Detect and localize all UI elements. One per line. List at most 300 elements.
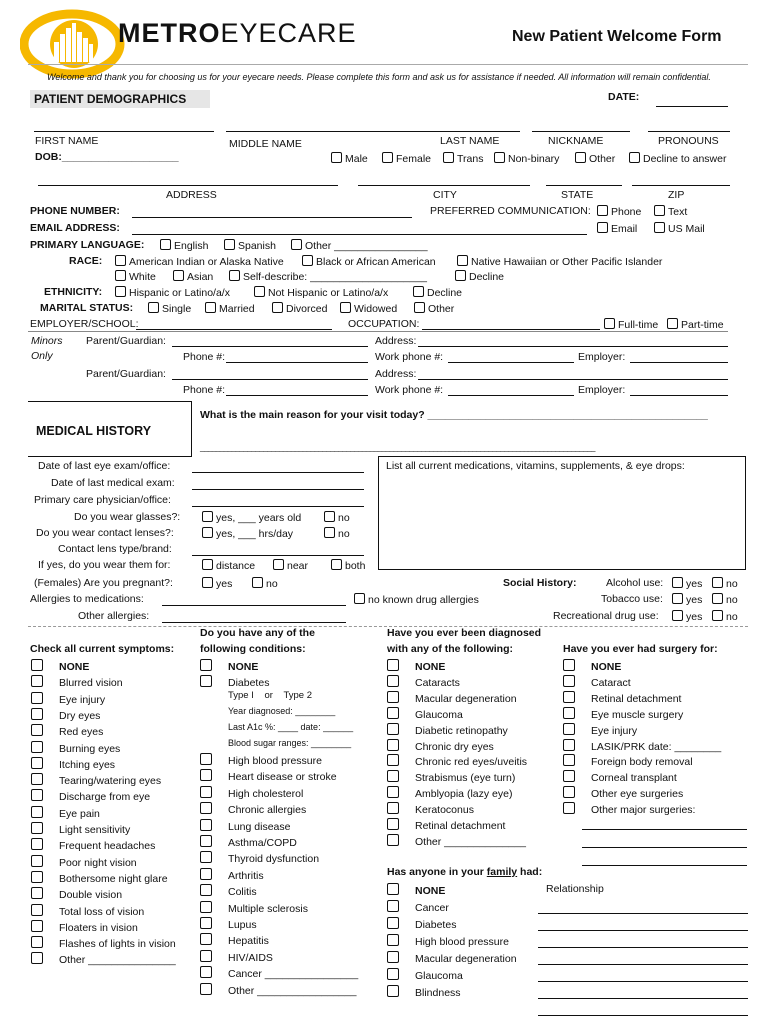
lens-brand-label: Contact lens type/brand: xyxy=(58,543,172,555)
diagnosed-keratoconus[interactable] xyxy=(387,802,474,816)
wear-near[interactable]: near xyxy=(273,559,308,572)
checkbox-icon xyxy=(387,900,399,912)
marital-single[interactable]: Single xyxy=(148,302,191,315)
diagnosed-label: Diabetic retinopathy xyxy=(415,724,508,737)
pronouns-field[interactable] xyxy=(648,131,730,132)
state-label: STATE xyxy=(561,189,594,201)
symptom-other[interactable] xyxy=(31,952,176,966)
checkbox-icon xyxy=(31,871,43,883)
condition-label: High cholesterol xyxy=(228,787,304,800)
symptom-label: Light sensitivity xyxy=(59,824,131,836)
glasses-label: Do you wear glasses?: xyxy=(74,511,181,523)
race-american-indian[interactable]: American Indian or Alaska Native xyxy=(115,255,284,268)
wear-both[interactable]: both xyxy=(331,559,365,572)
checkbox-icon xyxy=(31,952,43,964)
last-eye-exam-field[interactable] xyxy=(192,472,364,473)
tobacco-no[interactable]: no xyxy=(712,593,738,606)
last-eye-exam-label: Date of last eye exam/office: xyxy=(38,460,171,472)
family-relationship-field[interactable] xyxy=(538,913,748,914)
ethnicity-label: ETHNICITY: xyxy=(44,286,103,298)
alcohol-label: Alcohol use: xyxy=(606,577,664,589)
guardian2-address-label: Address: xyxy=(375,368,417,380)
metro-eyecare-logo xyxy=(20,8,125,80)
checkbox-icon xyxy=(457,255,468,266)
race-decline[interactable]: Decline xyxy=(455,270,504,283)
surgery-eye-muscle-surgery[interactable] xyxy=(563,707,683,721)
checkbox-icon xyxy=(229,270,240,281)
checkbox-icon xyxy=(563,802,575,814)
checkbox-icon xyxy=(387,818,399,830)
recreational-no[interactable]: no xyxy=(712,610,738,623)
city-field[interactable] xyxy=(358,185,530,186)
phone-field[interactable] xyxy=(132,217,412,218)
symptom-label: Burning eyes xyxy=(59,742,121,755)
year-diagnosed-field[interactable]: Year diagnosed: ________ xyxy=(228,706,336,716)
guardian1-work-field[interactable] xyxy=(448,362,574,363)
family-blindness[interactable] xyxy=(387,985,461,999)
condition-asthma-copd[interactable] xyxy=(200,835,297,849)
blood-sugar-field[interactable]: Blood sugar ranges: ________ xyxy=(228,738,352,748)
diagnosed-label: Glaucoma xyxy=(415,708,463,721)
checkbox-icon xyxy=(205,302,216,313)
family-label: Cancer xyxy=(415,902,449,914)
condition-high-blood-pressure[interactable] xyxy=(200,753,322,767)
a1c-field[interactable]: Last A1c %: ____ date: ______ xyxy=(228,722,354,732)
state-field[interactable] xyxy=(546,185,622,186)
checkbox-icon xyxy=(31,708,43,720)
employer-field[interactable] xyxy=(136,329,332,330)
symptom-floaters-in-vision[interactable] xyxy=(31,920,138,934)
race-native-hawaiian[interactable]: Native Hawaiian or Other Pacific Islander xyxy=(457,255,662,268)
recreational-yes[interactable]: yes xyxy=(672,610,702,623)
checkbox-icon xyxy=(31,741,43,753)
checkbox-icon xyxy=(604,318,615,329)
family-macular-degeneration[interactable] xyxy=(387,951,517,965)
checkbox-icon xyxy=(563,659,575,671)
symptom-label: Poor night vision xyxy=(59,856,137,869)
other-allergies-field[interactable] xyxy=(162,622,346,623)
other-surgery-line-2[interactable] xyxy=(582,847,747,848)
contacts-yes[interactable]: yes, ___ hrs/day xyxy=(202,527,293,540)
checkbox-icon xyxy=(563,691,575,703)
dob-field[interactable]: DOB:____________________ xyxy=(35,151,179,163)
diagnosed-strabismus-eye-turn[interactable] xyxy=(387,770,515,784)
parttime-option[interactable]: Part-time xyxy=(667,318,724,331)
diagnosed-heading-1: Have you ever been diagnosed xyxy=(387,627,542,639)
checkbox-icon xyxy=(200,884,212,896)
condition-label: Heart disease or stroke xyxy=(228,771,337,784)
other-allergies-label: Other allergies: xyxy=(78,610,150,622)
family-relationship-field[interactable] xyxy=(538,1015,748,1016)
medications-box[interactable] xyxy=(378,456,746,570)
diagnosed-retinal-detachment[interactable] xyxy=(387,818,505,832)
checkbox-icon xyxy=(494,152,505,163)
lang-other[interactable]: Other ________________ xyxy=(291,239,428,252)
phone-label: PHONE NUMBER: xyxy=(30,205,120,217)
diagnosed-label: NONE xyxy=(415,661,446,673)
condition-cancer[interactable] xyxy=(200,966,358,980)
preferred-communication-label: PREFERRED COMMUNICATION: xyxy=(430,205,591,217)
condition-lung-disease[interactable] xyxy=(200,819,290,833)
gender-trans[interactable]: Trans xyxy=(443,152,483,165)
symptom-label: Eye injury xyxy=(59,693,106,706)
checkbox-icon xyxy=(387,951,399,963)
condition-arthritis[interactable] xyxy=(200,868,264,882)
family-relationship-field[interactable] xyxy=(538,947,748,948)
visit-reason-field[interactable]: What is the main reason for your visit today? ________________________________________________ xyxy=(200,409,708,421)
family-label: Blindness xyxy=(415,987,461,999)
surgery-label: Eye muscle surgery xyxy=(591,708,684,721)
condition-label: Thyroid dysfunction xyxy=(228,853,320,866)
condition-label: Chronic allergies xyxy=(228,804,307,817)
other-surgery-line-3[interactable] xyxy=(582,865,747,866)
symptom-label: Blurred vision xyxy=(59,677,123,690)
checkbox-icon xyxy=(31,920,43,932)
diabetes-type-row: Type I or Type 2 xyxy=(228,690,312,701)
checkbox-icon xyxy=(115,255,126,266)
guardian2-phone-field[interactable] xyxy=(226,395,368,396)
lang-english[interactable]: English xyxy=(160,239,208,252)
checkbox-icon xyxy=(200,901,212,913)
checkbox-icon xyxy=(387,770,399,782)
gender-male[interactable]: Male xyxy=(331,152,368,165)
checkbox-icon xyxy=(324,511,335,522)
checkbox-icon xyxy=(224,239,235,250)
contacts-no[interactable]: no xyxy=(324,527,350,540)
symptom-label: Itching eyes xyxy=(59,758,116,771)
symptom-total-loss-of-vision[interactable] xyxy=(31,904,144,918)
checkbox-icon xyxy=(115,286,126,297)
checkbox-icon xyxy=(387,834,399,846)
family-relationship-field[interactable] xyxy=(538,930,748,931)
checkbox-icon xyxy=(200,950,212,962)
first-name-field[interactable] xyxy=(34,131,214,132)
guardian2-address-field[interactable] xyxy=(418,379,728,380)
family-diabetes[interactable] xyxy=(387,917,456,931)
condition-high-cholesterol[interactable] xyxy=(200,786,303,800)
guardian1-phone-field[interactable] xyxy=(226,362,368,363)
surgery-cataract[interactable] xyxy=(563,675,631,689)
surgery-label: LASIK/PRK date: ________ xyxy=(591,740,722,753)
pref-text[interactable]: Text xyxy=(654,205,687,218)
checkbox-icon xyxy=(654,205,665,216)
guardian2-work-field[interactable] xyxy=(448,395,574,396)
eth-not-hispanic[interactable]: Not Hispanic or Latino/a/x xyxy=(254,286,388,299)
no-known-allergies[interactable]: no known drug allergies xyxy=(354,593,479,606)
marital-divorced[interactable]: Divorced xyxy=(272,302,327,315)
minors-label: Minors xyxy=(31,335,63,347)
condition-label: Asthma/COPD xyxy=(228,837,297,849)
checkbox-icon xyxy=(252,577,263,588)
condition-label: HIV/AIDS xyxy=(228,951,273,964)
surgery-other-eye-surgeries[interactable] xyxy=(563,786,683,800)
symptom-label: Dry eyes xyxy=(59,709,101,722)
guardian1-work-label: Work phone #: xyxy=(375,351,444,363)
intro-text: Welcome and thank you for choosing us for your eyecare needs. Please complete this form and ask us for assistance if needed. All information will remain confidential. xyxy=(47,72,711,82)
condition-label: Colitis xyxy=(228,886,257,899)
condition-label: Lung disease xyxy=(228,820,291,833)
condition-colitis[interactable] xyxy=(200,884,257,898)
checkbox-icon xyxy=(455,270,466,281)
checkbox-icon xyxy=(31,789,43,801)
diagnosed-chronic-dry-eyes[interactable] xyxy=(387,739,494,753)
symptom-label: Discharge from eye xyxy=(59,791,151,804)
family-glaucoma[interactable] xyxy=(387,968,463,982)
checkbox-icon xyxy=(291,239,302,250)
diagnosed-label: Strabismus (eye turn) xyxy=(415,772,516,785)
last-medical-exam-field[interactable] xyxy=(192,489,364,490)
checkbox-icon xyxy=(200,675,212,687)
checkbox-icon xyxy=(148,302,159,313)
checkbox-icon xyxy=(200,753,212,765)
occupation-field[interactable] xyxy=(422,329,600,330)
marital-widowed[interactable]: Widowed xyxy=(340,302,397,315)
checkbox-icon xyxy=(387,934,399,946)
condition-label: High blood pressure xyxy=(228,755,322,767)
glasses-yes[interactable]: yes, ___ years old xyxy=(202,511,301,524)
checkbox-icon xyxy=(31,692,43,704)
symptom-eye-injury[interactable] xyxy=(31,692,105,706)
checkbox-icon xyxy=(200,802,212,814)
checkbox-icon xyxy=(672,577,683,588)
pregnant-yes[interactable]: yes xyxy=(202,577,232,590)
family-relationship-field[interactable] xyxy=(538,998,748,999)
checkbox-icon xyxy=(31,724,43,736)
race-self-describe[interactable]: Self-describe: ____________________ xyxy=(229,270,427,283)
diagnosed-label: Keratoconus xyxy=(415,804,474,817)
symptom-label: Other _______________ xyxy=(59,954,176,967)
surgery-label: Retinal detachment xyxy=(591,692,682,705)
diagnosed-glaucoma[interactable] xyxy=(387,707,463,721)
diagnosed-chronic-red-eyes-uveitis[interactable] xyxy=(387,754,527,768)
diagnosed-label: Amblyopia (lazy eye) xyxy=(415,788,513,801)
surgery-eye-injury[interactable] xyxy=(563,723,637,737)
diagnosed-label: Macular degeneration xyxy=(415,692,517,705)
surgery-label: Corneal transplant xyxy=(591,772,677,785)
symptom-red-eyes[interactable] xyxy=(31,724,103,738)
checkbox-icon xyxy=(31,887,43,899)
symptom-label: Total loss of vision xyxy=(59,905,145,918)
surgery-lasik-prk-date[interactable] xyxy=(563,739,721,753)
condition-lupus[interactable] xyxy=(200,917,257,931)
gender-decline[interactable]: Decline to answer xyxy=(629,152,726,165)
race-asian[interactable]: Asian xyxy=(173,270,213,283)
checkbox-icon xyxy=(414,302,425,313)
pref-phone[interactable]: Phone xyxy=(597,205,641,218)
checkbox-icon xyxy=(667,318,678,329)
family-high-blood-pressure[interactable] xyxy=(387,934,509,948)
checkbox-icon xyxy=(354,593,365,604)
condition-none[interactable]: NONE xyxy=(200,659,258,673)
symptom-flashes-of-lights-in-vision[interactable] xyxy=(31,936,176,950)
tobacco-label: Tobacco use: xyxy=(601,593,663,605)
symptom-double-vision[interactable] xyxy=(31,887,122,901)
guardian2-name-field[interactable] xyxy=(172,379,368,380)
first-name-label: FIRST NAME xyxy=(35,135,99,147)
condition-other[interactable] xyxy=(200,983,356,997)
family-none[interactable] xyxy=(387,883,445,897)
checkbox-icon xyxy=(563,770,575,782)
email-label: EMAIL ADDRESS: xyxy=(30,222,120,234)
pref-email[interactable]: Email xyxy=(597,222,637,235)
checkbox-icon xyxy=(672,610,683,621)
gender-nonbinary[interactable]: Non-binary xyxy=(494,152,559,165)
symptom-tearing-watering-eyes[interactable] xyxy=(31,773,161,787)
address-field[interactable] xyxy=(38,185,338,186)
checkbox-icon xyxy=(597,222,608,233)
checkbox-icon xyxy=(387,917,399,929)
condition-hepatitis[interactable] xyxy=(200,933,269,947)
family-label: Macular degeneration xyxy=(415,953,517,965)
glasses-no[interactable]: no xyxy=(324,511,350,524)
med-allergies-field[interactable] xyxy=(162,605,346,606)
visit-reason-line[interactable]: ____________________________________________________________________________________________________ xyxy=(200,443,595,452)
checkbox-icon xyxy=(563,675,575,687)
guardian2-phone-label: Phone #: xyxy=(183,384,226,396)
checkbox-icon xyxy=(340,302,351,313)
surgery-label: Other eye surgeries xyxy=(591,788,684,801)
marital-married[interactable]: Married xyxy=(205,302,255,315)
symptom-label: Double vision xyxy=(59,889,123,902)
last-name-field[interactable] xyxy=(226,131,520,132)
symptom-dry-eyes[interactable] xyxy=(31,708,100,722)
checkbox-icon xyxy=(387,723,399,735)
checkbox-icon xyxy=(712,610,723,621)
eth-hispanic[interactable]: Hispanic or Latino/a/x xyxy=(115,286,230,299)
guardian1-employer-field[interactable] xyxy=(630,362,728,363)
gender-other[interactable]: Other xyxy=(575,152,615,165)
condition-thyroid-dysfunction[interactable] xyxy=(200,851,319,865)
surgery-other-major-surgeries[interactable] xyxy=(563,802,695,816)
family-relationship-field[interactable] xyxy=(538,964,748,965)
condition-label: Hepatitis xyxy=(228,935,269,948)
checkbox-icon xyxy=(31,773,43,785)
checkbox-icon xyxy=(200,966,212,978)
symptom-burning-eyes[interactable] xyxy=(31,741,120,755)
symptom-discharge-from-eye[interactable] xyxy=(31,789,150,803)
family-relationship-field[interactable] xyxy=(538,981,748,982)
other-surgery-line-1[interactable] xyxy=(582,829,747,830)
diagnosed-label: Chronic dry eyes xyxy=(415,740,494,753)
form-title: New Patient Welcome Form xyxy=(512,28,722,45)
diagnosed-none[interactable] xyxy=(387,659,445,673)
symptom-bothersome-night-glare[interactable] xyxy=(31,871,168,885)
symptom-itching-eyes[interactable] xyxy=(31,757,115,771)
symptom-none[interactable] xyxy=(31,659,89,673)
family-label: Glaucoma xyxy=(415,970,463,982)
nickname-field[interactable] xyxy=(532,131,630,132)
checkbox-icon xyxy=(387,968,399,980)
diagnosed-diabetic-retinopathy[interactable] xyxy=(387,723,508,737)
checkbox-icon xyxy=(200,868,212,880)
condition-chronic-allergies[interactable] xyxy=(200,802,306,816)
diagnosed-cataracts[interactable] xyxy=(387,675,460,689)
symptom-blurred-vision[interactable] xyxy=(31,675,123,689)
condition-label: Arthritis xyxy=(228,869,264,882)
diagnosed-other[interactable] xyxy=(387,834,526,848)
family-label: High blood pressure xyxy=(415,936,509,948)
checkbox-icon xyxy=(202,511,213,522)
checkbox-icon xyxy=(115,270,126,281)
email-field[interactable] xyxy=(132,234,587,235)
guardian1-name-field[interactable] xyxy=(172,346,368,347)
recreational-label: Recreational drug use: xyxy=(553,610,659,622)
symptom-light-sensitivity[interactable] xyxy=(31,822,130,836)
occupation-label: OCCUPATION: xyxy=(348,318,420,330)
eth-decline[interactable]: Decline xyxy=(413,286,462,299)
surgery-foreign-body-removal[interactable] xyxy=(563,754,693,768)
checkbox-icon xyxy=(672,593,683,604)
gender-female[interactable]: Female xyxy=(382,152,431,165)
surgery-retinal-detachment[interactable] xyxy=(563,691,681,705)
contacts-label: Do you wear contact lenses?: xyxy=(36,527,174,539)
only-label: Only xyxy=(31,350,53,362)
diagnosed-macular-degeneration[interactable] xyxy=(387,691,517,705)
pcp-field[interactable] xyxy=(192,506,364,507)
surgery-corneal-transplant[interactable] xyxy=(563,770,677,784)
race-white[interactable]: White xyxy=(115,270,156,283)
checkbox-icon xyxy=(200,786,212,798)
checkbox-icon xyxy=(202,559,213,570)
alcohol-no[interactable]: no xyxy=(712,577,738,590)
symptom-label: Eye pain xyxy=(59,807,100,820)
pref-usmail[interactable]: US Mail xyxy=(654,222,705,235)
lens-brand-field[interactable] xyxy=(192,555,364,556)
lang-spanish[interactable]: Spanish xyxy=(224,239,276,252)
pregnant-no[interactable]: no xyxy=(252,577,278,590)
condition-hiv-aids[interactable] xyxy=(200,950,273,964)
zip-field[interactable] xyxy=(632,185,730,186)
city-label: CITY xyxy=(433,189,457,201)
condition-multiple-sclerosis[interactable] xyxy=(200,901,308,915)
checkbox-icon xyxy=(387,802,399,814)
date-field[interactable] xyxy=(656,106,728,107)
diagnosed-label: Retinal detachment xyxy=(415,820,506,832)
family-label: Diabetes xyxy=(415,919,457,931)
guardian2-employer-field[interactable] xyxy=(630,395,728,396)
guardian1-address-field[interactable] xyxy=(418,346,728,347)
conditions-heading-2: following conditions: xyxy=(200,643,306,655)
checkbox-icon xyxy=(712,593,723,604)
alcohol-yes[interactable]: yes xyxy=(672,577,702,590)
checkbox-icon xyxy=(597,205,608,216)
checkbox-icon xyxy=(387,739,399,751)
race-black[interactable]: Black or African American xyxy=(302,255,436,268)
symptom-label: Tearing/watering eyes xyxy=(59,775,162,788)
wear-for-label: If yes, do you wear them for: xyxy=(38,559,171,571)
tobacco-yes[interactable]: yes xyxy=(672,593,702,606)
symptom-label: Flashes of lights in vision xyxy=(59,938,176,951)
marital-other[interactable]: Other xyxy=(414,302,454,315)
fulltime-option[interactable]: Full-time xyxy=(604,318,658,331)
symptom-label: Red eyes xyxy=(59,726,104,739)
checkbox-icon xyxy=(712,577,723,588)
social-history-label: Social History: xyxy=(503,577,577,589)
diagnosed-amblyopia-lazy-eye[interactable] xyxy=(387,786,512,800)
condition-heart-disease-or-stroke[interactable] xyxy=(200,769,337,783)
symptom-frequent-headaches[interactable] xyxy=(31,838,155,852)
family-cancer[interactable] xyxy=(387,900,449,914)
wear-distance[interactable]: distance xyxy=(202,559,255,572)
condition-diabetes[interactable]: Diabetes xyxy=(200,675,269,689)
symptom-eye-pain[interactable] xyxy=(31,806,100,820)
nickname-label: NICKNAME xyxy=(548,135,604,147)
checkbox-icon xyxy=(200,917,212,929)
condition-label: Cancer ________________ xyxy=(228,968,359,981)
surgery-none[interactable] xyxy=(563,659,621,673)
symptom-poor-night-vision[interactable] xyxy=(31,855,137,869)
checkbox-icon xyxy=(302,255,313,266)
